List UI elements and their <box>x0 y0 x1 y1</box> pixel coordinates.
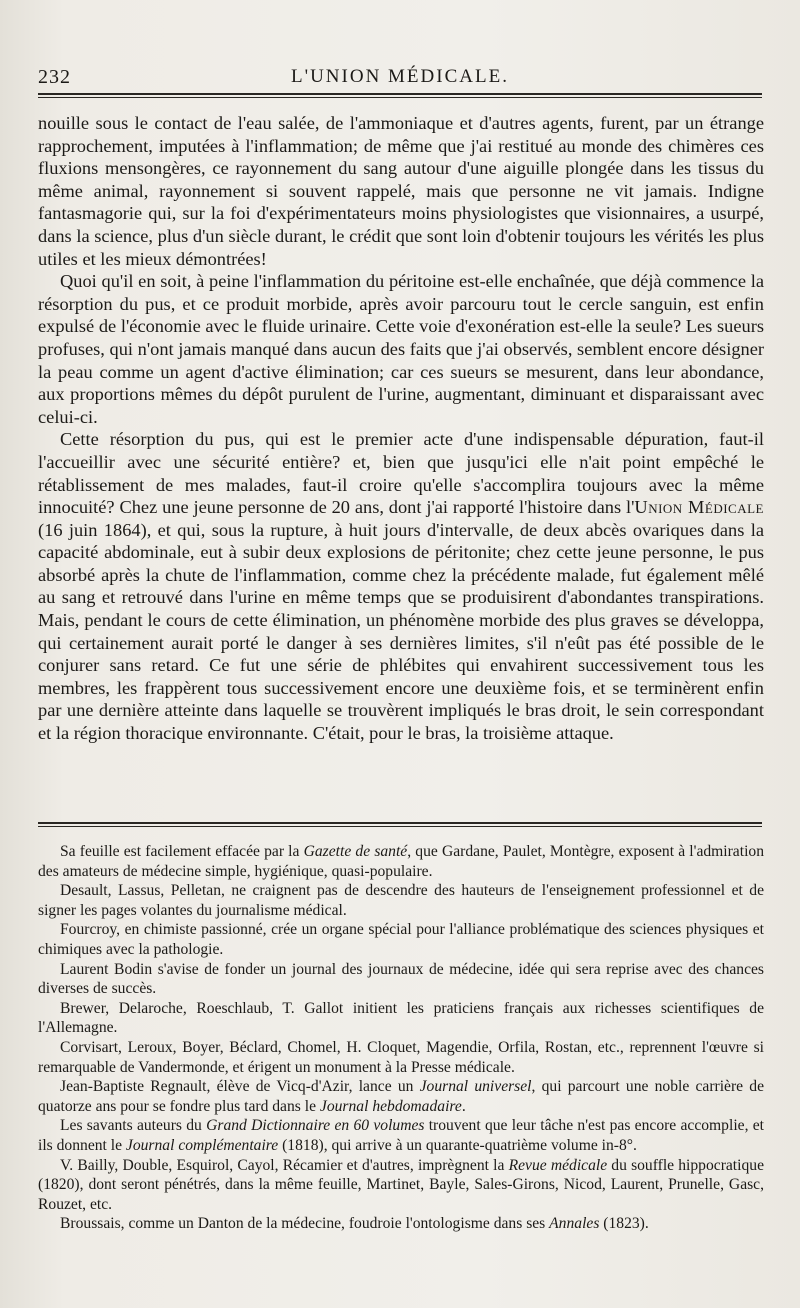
footnote-10 <box>38 1214 764 1234</box>
footnote-8-title-1: Grand Dictionnaire en 60 volumes <box>206 1117 425 1135</box>
footnote-5: Brewer, Delaroche, Roeschlaub, T. Gallot initient les praticiens français aux richesses scientifiques de l'Allemagne. <box>38 999 764 1037</box>
footnote-rule <box>38 822 762 827</box>
footnote-9 <box>38 1156 764 1215</box>
paragraph-2: Quoi qu'il en soit, à peine l'inflammation du péritoine est-elle enchaînée, que déjà commence la résorption du pus, et ce produit morbide, après avoir parcouru tout le cercle sanguin, est enfin expulsé de l'économie avec le fluide urinaire. Cette voie d'exonération est-elle la seule? Les sueurs profuses, qui n'ont jamais manqué dans aucun des faits que j'ai observés, semblent encore désigner la peau comme un agent d'active élimination; car ces sueurs se mesurent, dans leur abondance, aux proportions mêmes du dépôt purulent de l'urine, augmentant, diminuant et disparaissant avec celui-ci. <box>38 271 764 427</box>
footnotes <box>38 842 764 1234</box>
running-title: L'UNION MÉDICALE. <box>291 66 509 87</box>
header-rule <box>38 93 762 98</box>
footnote-3: Fourcroy, en chimiste passionné, crée un organe spécial pour l'alliance problématique des sciences physiques et chimiques avec la pathologie. <box>38 921 764 958</box>
footnote-4: Laurent Bodin s'avise de fonder un journal des journaux de médecine, idée qui sera reprise avec des chances diverses de succès. <box>38 960 764 998</box>
footnote-7-text-b: , qui parcourt une noble carrière de quatorze ans pour se fondre plus tard dans le <box>38 1078 765 1115</box>
footnote-7 <box>38 1077 764 1116</box>
footnote-1-text-a: Sa feuille est facilement effacée par la <box>60 843 304 860</box>
footnote-8-text-b: trouvent que leur tâche n'est pas encore accomplie, et ils donnent le <box>38 1117 764 1154</box>
footnote-8-title-2: Journal complémentaire <box>125 1136 279 1154</box>
footnote-8 <box>38 1116 764 1155</box>
journal-title-union-medicale: Union Médicale <box>634 497 764 518</box>
footnote-1-title: Gazette de santé <box>303 843 408 860</box>
main-text <box>38 112 764 745</box>
paragraph-3-part-2: (16 juin 1864), et qui, sous la rupture, à huit jours d'intervalle, de deux abcès ovariques dans la capacité abdominale, eut à subir deux explosions de péritonite; chez cette jeune personne, le pus absorbé après la chute de l'inflammation, comme chez la précédente malade, fut également mêlé au sang et retrouvé dans l'urine en même temps que se produisirent d'abondantes transpirations. Mais, pendant le cours de cette élimination, un phénomène morbide des plus graves se développa, qui certainement aurait porté le danger à ses dernières limites, s'il n'eût pas été possible de le conjurer sans retard. Ce fut une série de phlébites qui envahirent successivement tous les membres, les frappèrent tous successivement encore une deuxième fois, et se terminèrent enfin par une dernière atteinte dans laquelle se trouvèrent impliqués le bras droit, le sein correspondant et la région thoracique environnante. C'était, pour le bras, la troisième attaque. <box>38 519 764 744</box>
footnote-9-title: Revue médicale <box>508 1156 608 1174</box>
footnote-7-text-a: Jean-Baptiste Regnault, élève de Vicq-d'Azir, lance un <box>60 1078 420 1096</box>
footnote-10-text-b: (1823). <box>599 1215 649 1233</box>
footnote-1 <box>38 842 764 881</box>
footnote-7-title-2: Journal hebdomadaire <box>319 1097 462 1115</box>
footnote-1-text-b: , que Gardane, Paulet, Montègre, exposent à l'admiration des amateurs de médecine simple, hygiénique, quasi-populaire. <box>38 843 764 880</box>
paragraph-3-part-1: Cette résorption du pus, qui est le premier acte d'une indispensable dépuration, faut-il l'accueillir avec une sécurité entière? et, bien que jusqu'ici elle n'ait point empêché le rétablissement de mes malades, faut-il croire qu'elle s'accomplira toujours avec la même innocuité? Chez une jeune personne de 20 ans, dont j'ai rapporté l'histoire dans l' <box>38 429 764 518</box>
footnote-9-text-b: du souffle hippocratique (1820), dont seront pénétrés, dans la même feuille, Martinet, Bayle, Sales-Girons, Nicod, Laurent, Prunelle, Gasc, Rouzet, etc. <box>38 1156 764 1213</box>
footnote-10-title: Annales <box>549 1215 600 1233</box>
paragraph-3 <box>38 428 764 744</box>
page-number: 232 <box>38 66 71 88</box>
footnote-7-text-c: . <box>461 1097 466 1115</box>
paragraph-1: nouille sous le contact de l'eau salée, de l'ammoniaque et d'autres agents, furent, par un étrange rapprochement, imputées à l'inflammation; de même que j'ai restitué au monde des chimères ces fluxions mensongères, ce rayonnement du sang autour d'une aiguille plongée dans les tissus du même animal, rayonnement si souvent rappelé, mais que personne ne vit jamais. Indigne fantasmagorie qui, sur la foi d'expérimentateurs moins physiologistes que visionnaires, a usurpé, dans la science, plus d'un siècle durant, le crédit que sont loin d'obtenir toujours les vérités les plus utiles et les mieux démontrées! <box>38 113 764 269</box>
footnote-8-text-a: Les savants auteurs du <box>60 1117 207 1135</box>
footnote-6: Corvisart, Leroux, Boyer, Béclard, Chomel, H. Cloquet, Magendie, Orfila, Rostan, etc., reprennent l'œuvre si remarquable de Vandermonde, et érigent un monument à la Presse médicale. <box>38 1038 764 1076</box>
footnote-8-text-c: (1818), qui arrive à un quarante-quatrième volume in-8°. <box>278 1136 637 1154</box>
footnote-9-text-a: V. Bailly, Double, Esquirol, Cayol, Récamier et d'autres, imprègnent la <box>60 1156 509 1174</box>
footnote-10-text-a: Broussais, comme un Danton de la médecine, foudroie l'ontologisme dans ses <box>60 1215 550 1233</box>
footnote-7-title-1: Journal universel <box>419 1078 532 1096</box>
footnote-2: Desault, Lassus, Pelletan, ne craignent pas de descendre des hauteurs de l'enseignement professionnel et de signer les pages volantes du journalisme médical. <box>38 882 764 919</box>
page-header <box>38 60 762 90</box>
